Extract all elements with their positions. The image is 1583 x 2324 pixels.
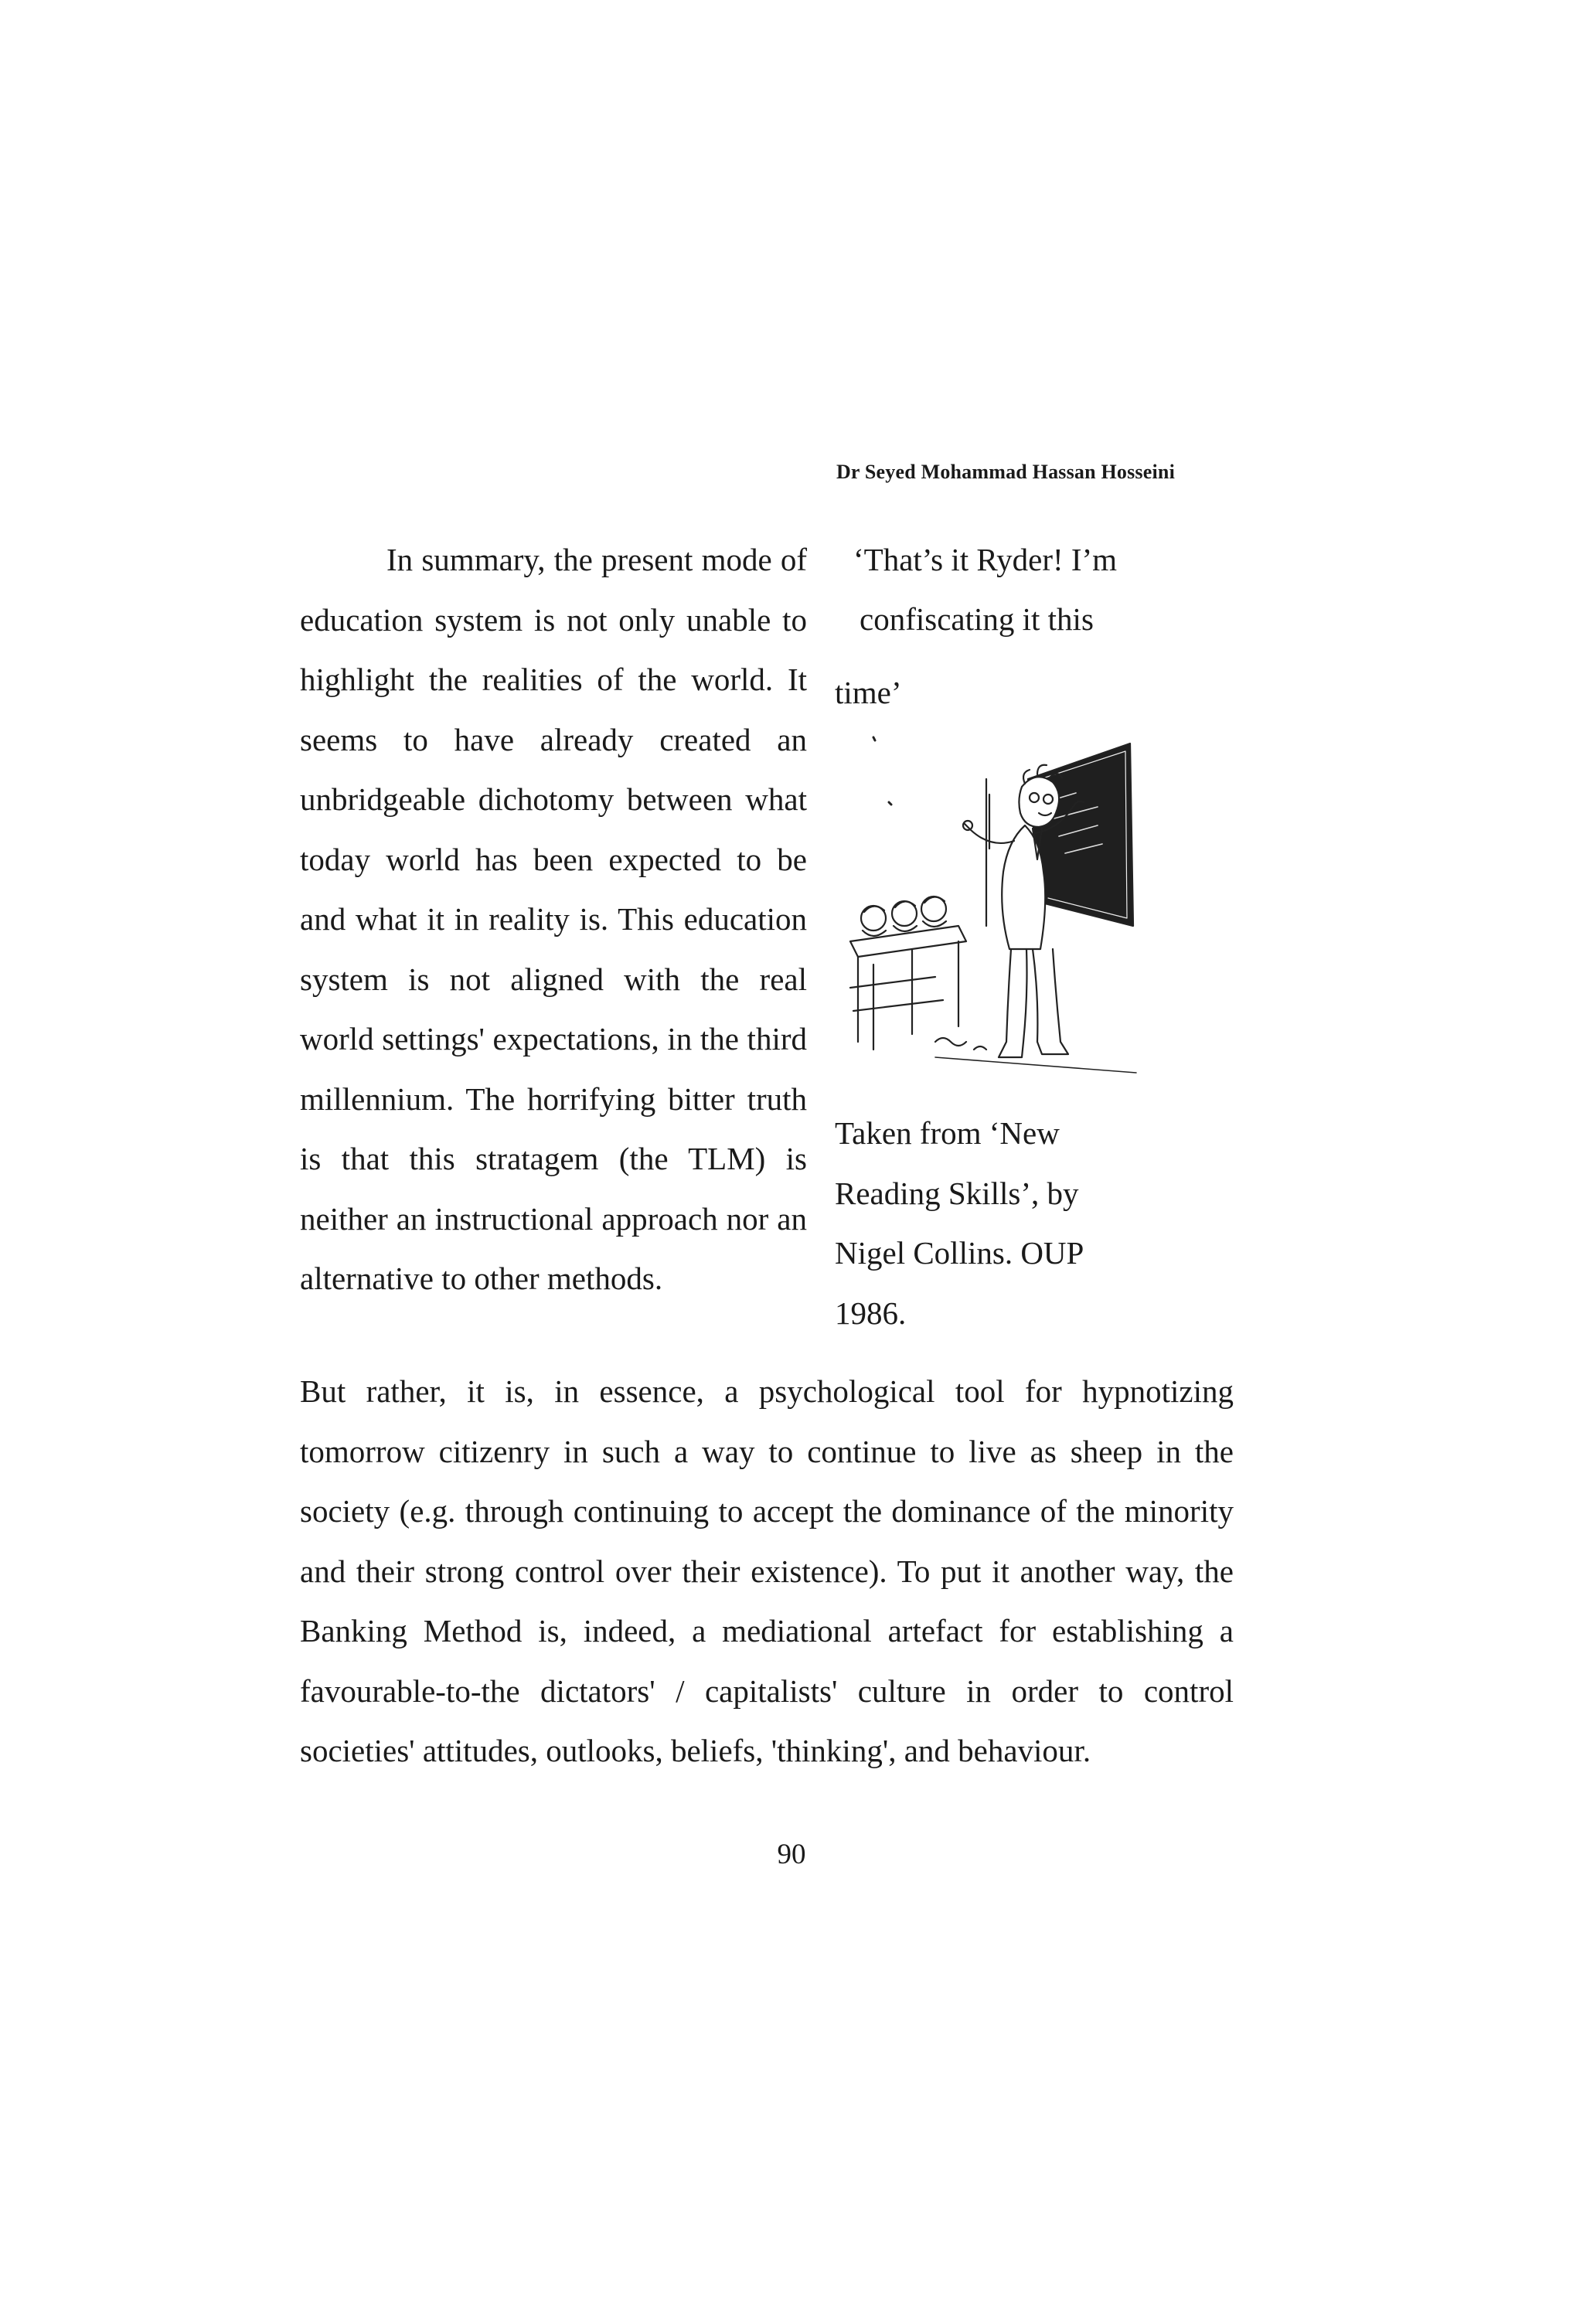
caption-line-4: 1986.	[835, 1295, 907, 1331]
left-column-text	[300, 530, 807, 1309]
left-paragraph: In summary, the present mode of education system is not only unable to highlight the realities of the world. It seems to have already created an unbridgeable dichotomy between what today world has been expected to be and what it in reality is. This education system is not aligned with the real world settings' expectations, in the third millennium. The horrifying bitter truth is that this stratagem (the TLM) is neither an instructional approach nor an alternative to other methods.	[300, 542, 807, 1296]
quote-line-1: ‘That’s it Ryder! I’m	[853, 542, 1118, 577]
page-number: 90	[777, 1839, 806, 1870]
body-paragraph: But rather, it is, in essence, a psychological tool for hypnotizing tomorrow citizenry in such a way to continue to live as sheep in the society (e.g. through continuing to accept the dominance of the minority and their strong control over their existence). To put it another way, the Banking Method is, indeed, a mediational artefact for establishing a favourable-to-the dictators' / capitalists' culture in order to control societies' attitudes, outlooks, beliefs, 'thinking', and behaviour.	[300, 1373, 1234, 1768]
quote-line-3: time’	[835, 675, 902, 710]
body-text	[300, 1362, 1234, 1781]
caption-line-1: Taken from ‘New	[835, 1115, 1060, 1151]
cartoon-caption	[835, 1104, 1159, 1343]
caption-line-3: Nigel Collins. OUP	[835, 1235, 1084, 1271]
cartoon-teacher-classroom-image	[843, 733, 1152, 1088]
running-header: Dr Seyed Mohammad Hassan Hosseini	[836, 461, 1175, 483]
caption-line-2: Reading Skills’, by	[835, 1175, 1079, 1211]
quote-line-2: confiscating it this	[860, 601, 1094, 637]
cartoon-drawing	[843, 733, 1152, 1088]
cartoon-quote	[835, 530, 1167, 723]
